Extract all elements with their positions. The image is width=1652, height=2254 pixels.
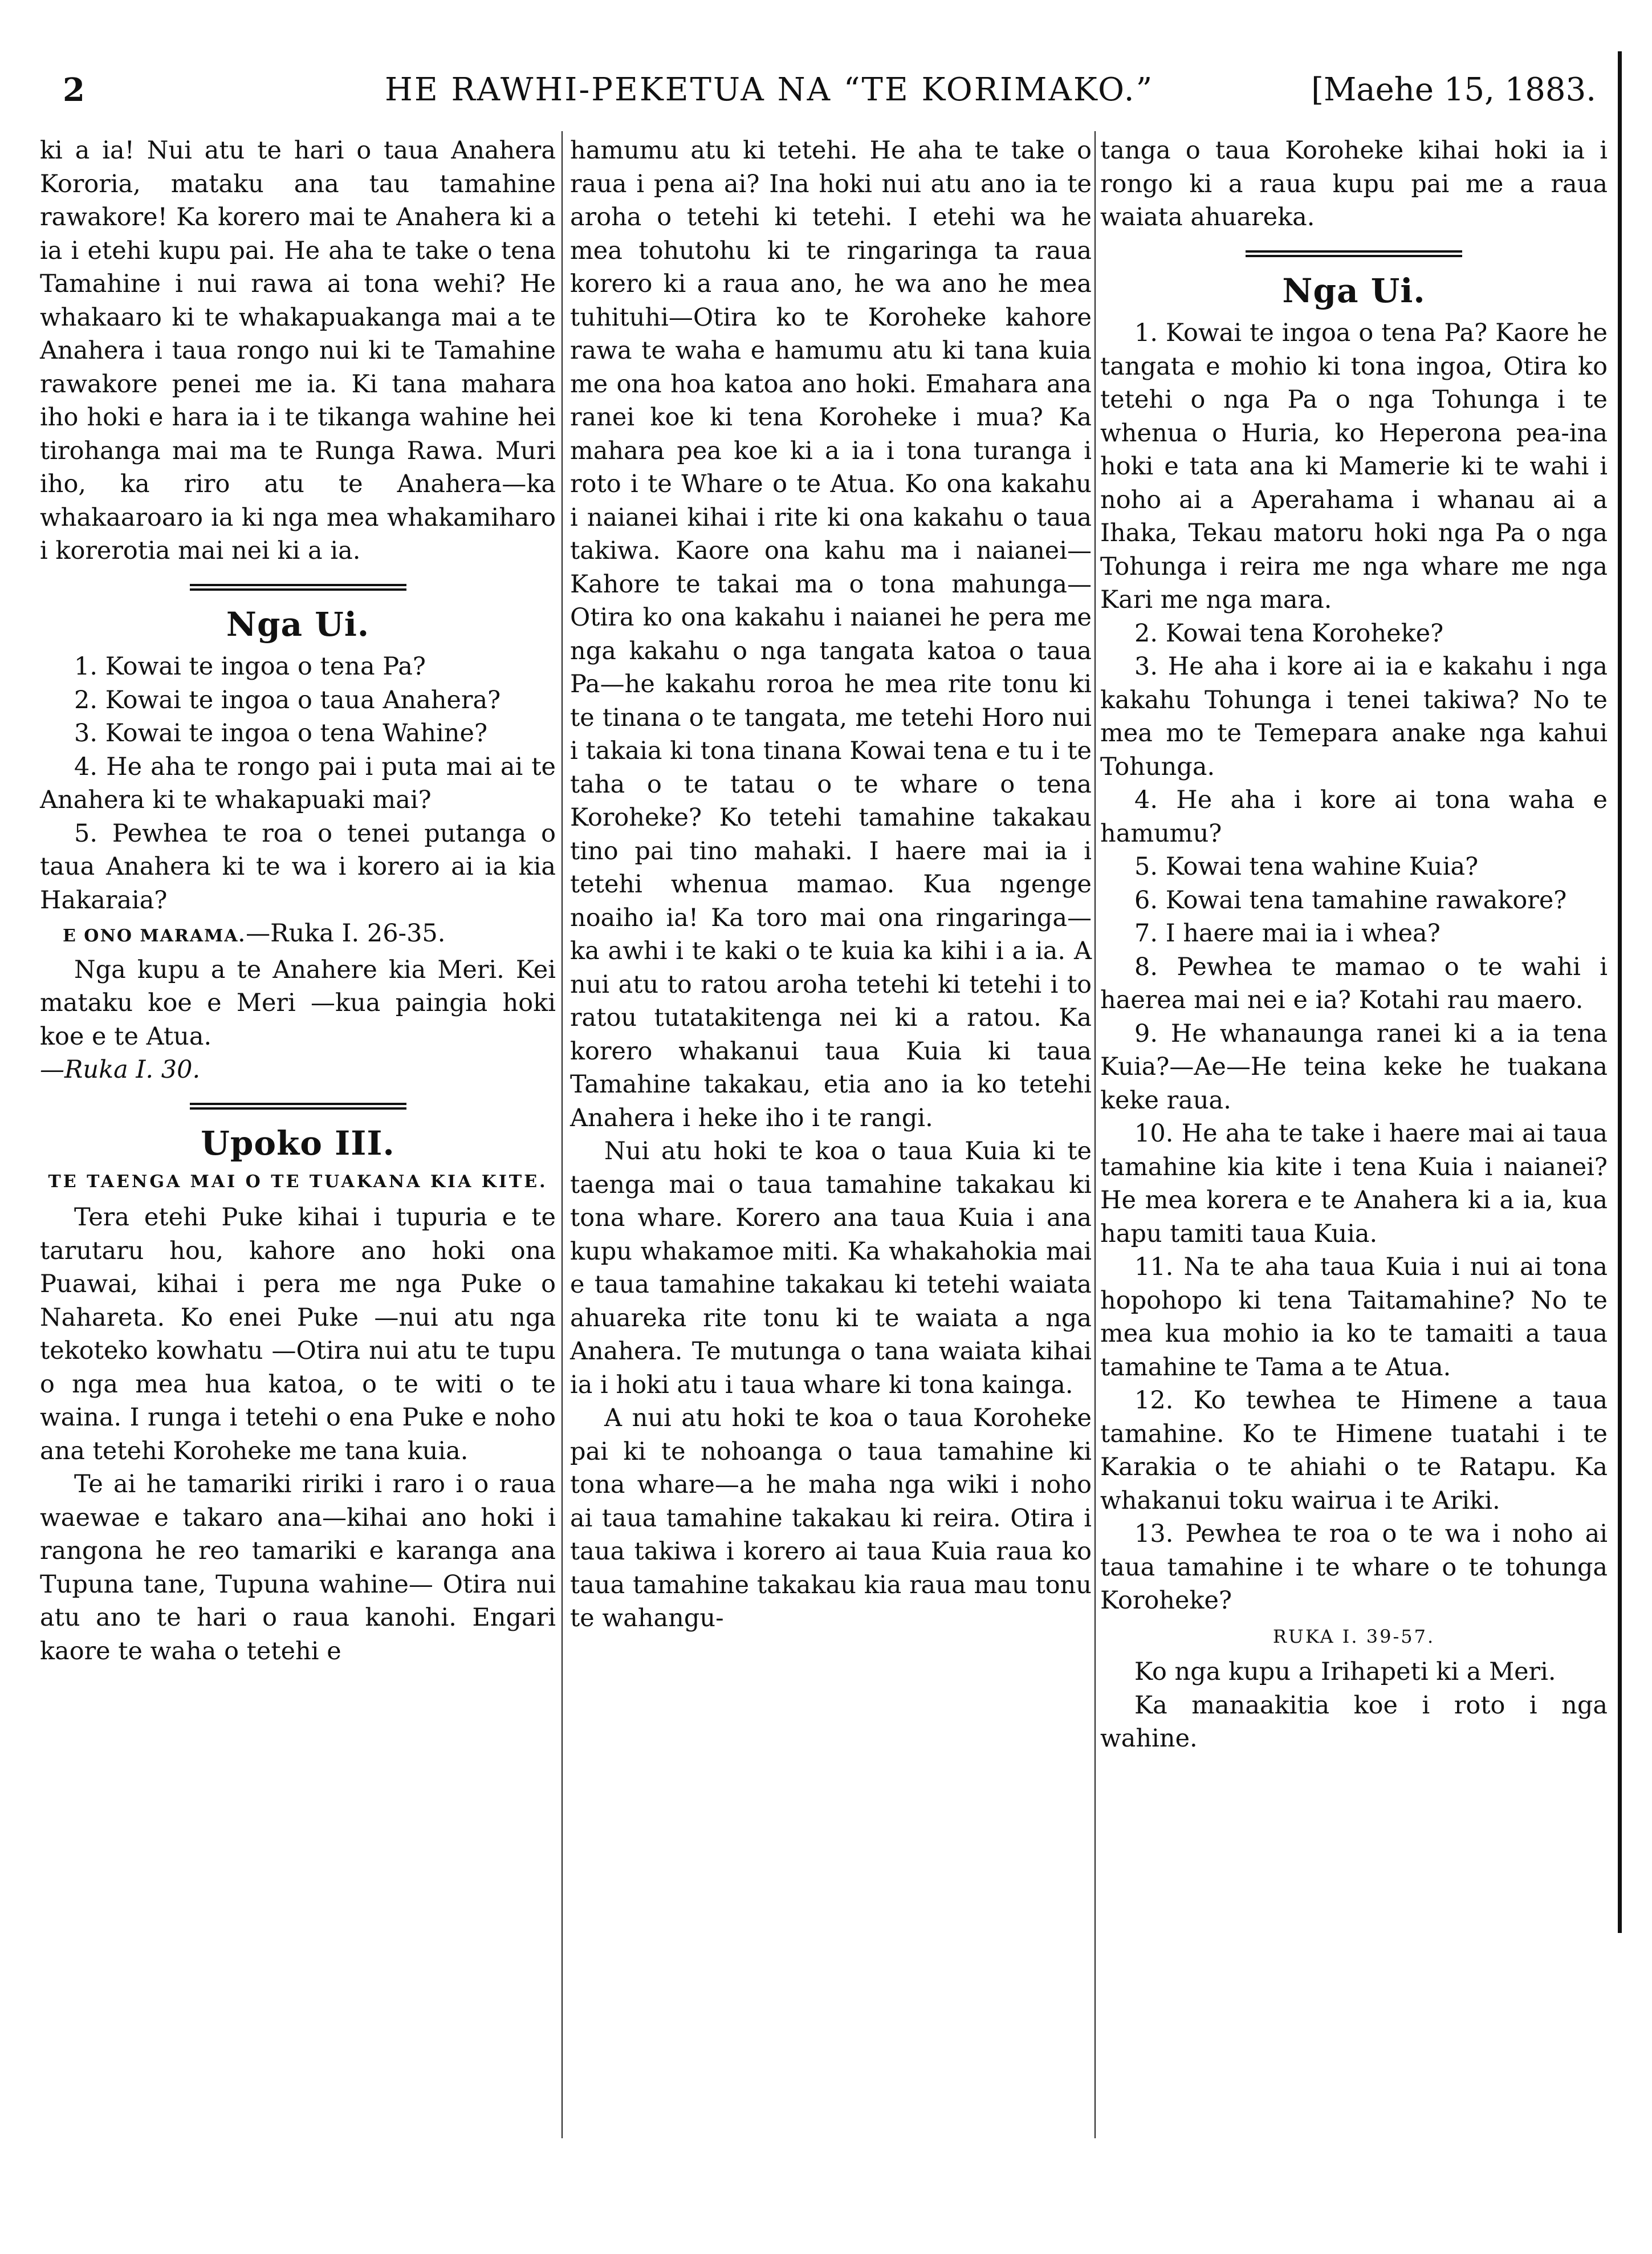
column-1 xyxy=(40,134,556,1668)
reference-text: —Ruka I. 26-35. xyxy=(246,919,446,948)
question: 3. He aha i kore ai ia e kakahu i nga kakahu Tohunga i tenei takiwa? No te mea mo te Temepara anake nga kahui Tohunga. xyxy=(1100,652,1608,781)
paragraph: Nui atu hoki te koa o taua Kuia ki te taenga mai o taua tamahine takakau ki tona whare. Korero ana taua Kuia i ana kupu whakamoe miti. Ka whakahokia mai e taua tamahine takakau ki tetehi waiata ahuareka rite tonu ki te waiata a nga Anahera. Te mutunga o tana waiata kihai ia i hoki atu i taua whare ki tona kainga. xyxy=(570,1137,1092,1399)
question: 8. Pewhea te mamao o te wahi i haerea mai nei e ia? Kotahi rau maero. xyxy=(1100,952,1608,1014)
paragraph: Tera etehi Puke kihai i tupuria e te tarutaru hou, kahore ano hoki ona Puawai, kihai i pera me nga Puke o Nahareta. Ko enei Puke —nui atu nga tekoteko kowhatu —Otira nui atu te tupu o nga mea hua katoa, o te witi o te waina. I runga i tetehi o ena Puke e noho ana tetehi Koroheke me tana kuia. xyxy=(40,1203,556,1465)
question: 1. Kowai te ingoa o tena Pa? Kaore he tangata e mohio ki tona ingoa, Otira ko tetehi o nga Pa o nga Tohunga i te whenua o Huria, ko Heperona pea-ina hoki e tata ana ki Mamerie ki te wahi i noho ai a Aperahama i whanau ai a Ihaka, Tekau matoru hoki nga Pa o nga Tohunga i reira me nga whare me nga Kari me nga mara. xyxy=(1100,319,1608,614)
column-divider-1 xyxy=(561,131,563,2138)
quote-reference xyxy=(40,1053,556,1087)
question: 4. He aha te rongo pai i puta mai ai te Anahera ki te whakapuaki mai? xyxy=(40,752,556,814)
section-separator xyxy=(190,1103,406,1110)
paragraph: ki a ia! Nui atu te hari o taua Anahera Kororia, mataku ana tau tamahine rawakore! Ka korero mai te Anahera ki a ia i etehi kupu pai. He aha te take o tena Tamahine i nui rawa ai tona wehi? He whakaaro ki te whakapuakanga mai a te Anahera i taua rongo nui ki te Tamahine rawakore penei me ia. Ki tana mahara iho hoki e hara ia i te tikanga wahine hei tirohanga mai ma te Runga Rawa. Muri iho, ka riro atu te Anahera—ka whakaaroaro ia ki nga mea whakamiharo i korerotia mai nei ki a ia. xyxy=(40,136,556,565)
question: 7. I haere mai ia i whea? xyxy=(1134,919,1441,948)
column-3 xyxy=(1100,134,1608,1756)
chapter-heading: Upoko III. xyxy=(201,1123,395,1163)
paragraph: Ka manaakitia koe i roto i nga wahine. xyxy=(1100,1691,1608,1753)
section-separator xyxy=(1246,250,1462,257)
running-title: HE RAWHI-PEKETUA NA “TE KORIMAKO.” xyxy=(385,71,1154,108)
quote: Nga kupu a te Anahere kia Meri. Kei mataku koe e Meri —kua paingia hoki koe e te Atua. xyxy=(40,955,556,1051)
reference-label: E ONO MARAMA. xyxy=(63,926,246,946)
question: 2. Kowai tena Koroheke? xyxy=(1134,619,1444,648)
question: 9. He whanaunga ranei ki a ia tena Kuia?—Ae—He teina keke he tuakana keke raua. xyxy=(1100,1019,1608,1115)
question: 12. Ko tewhea te Himene a taua tamahine. Ko te Himene tuatahi i te Karakia o te ahiahi o te Ratapu. Ka whakanui toku wairua i te Ariki. xyxy=(1100,1386,1608,1515)
page-number: 2 xyxy=(63,71,85,109)
quote-reference-text: —Ruka I. 30. xyxy=(40,1055,201,1084)
question: 11. Na te aha taua Kuia i nui ai tona hopohopo ki tena Taitamahine? No te mea kua mohio ia ko te tamaiti a taua tamahine te Tama a te Atua. xyxy=(1100,1253,1608,1382)
question: 5. Kowai tena wahine Kuia? xyxy=(1134,852,1479,881)
column-divider-2 xyxy=(1094,131,1096,2138)
paragraph: tanga o taua Koroheke kihai hoki ia i rongo ki a raua kupu pai me a raua waiata ahuareka. xyxy=(1100,136,1608,232)
section-heading: Nga Ui. xyxy=(226,604,370,644)
page-edge-rule xyxy=(1618,51,1622,1933)
question: 5. Pewhea te roa o tenei putanga o taua Anahera ki te wa i korero ai ia kia Hakaraia? xyxy=(40,819,556,915)
paragraph: Ko nga kupu a Irihapeti ki a Meri. xyxy=(1134,1658,1556,1686)
scripture-reference xyxy=(40,917,556,953)
page-header xyxy=(63,71,1596,111)
issue-date: [Maehe 15, 1883. xyxy=(1311,71,1596,108)
scripture-reference: RUKA I. 39-57. xyxy=(1272,1625,1435,1647)
section-separator xyxy=(190,584,406,591)
paragraph: Te ai he tamariki ririki i raro i o raua waewae e takaro ana—kihai ano hoki i rangona he reo tamariki e karanga ana Tupuna tane, Tupuna wahine— Otira nui atu ano te hari o raua kanohi. Engari kaore te waha o tetehi e xyxy=(40,1470,556,1666)
question: 1. Kowai te ingoa o tena Pa? xyxy=(74,652,426,681)
paragraph: hamumu atu ki tetehi. He aha te take o raua i pena ai? Ina hoki nui atu ano ia te aroha o tetehi ki tetehi. I etehi wa he mea tohutohu ki te ringaringa ta raua korero ki a raua ano, he wa ano he mea tuhituhi—Otira ko te Koroheke kahore rawa te waha e hamumu atu ki tana kuia me ona hoa katoa ano hoki. Emahara ana ranei koe ki tena Koroheke i mua? Ka mahara pea koe ki a ia i tona turanga i roto i te Whare o te Atua. Ko ona kakahu i naianei kihai i rite ki ona kakahu o taua takiwa. Kaore ona kahu ma i naianei—Kahore te takai ma o tona mahunga—Otira ko ona kakahu i naianei he pera me nga kakahu o nga tangata katoa o taua Pa—he kakahu roroa he mea rite tonu ki te tinana o te tangata, me tetehi Horo nui i takaia ki tona tinana Kowai tena e tu i te taha o te tatau o te whare o tena Koroheke? Ko tetehi tamahine takakau tino pai tino mahaki. I haere mai ia i tetehi whenua mamao. Kua ngenge noaiho ia! Ka toro mai ona ringaringa—ka awhi i te kaki o te kuia ka kihi i a ia. A nui atu to ratou aroha tetehi ki tetehi i to ratou tutatakitenga nei ki a ratou. Ka korero whakanui taua Kuia ki taua Tamahine takakau, etia ano ia ko tetehi Anahera i heke iho i te rangi. xyxy=(570,136,1092,1132)
question: 2. Kowai te ingoa o taua Anahera? xyxy=(74,685,501,714)
question: 4. He aha i kore ai tona waha e hamumu? xyxy=(1100,786,1608,848)
column-2 xyxy=(570,134,1092,1635)
section-heading: Nga Ui. xyxy=(1282,271,1426,310)
question: 13. Pewhea te roa o te wa i noho ai taua tamahine i te whare o te tohunga Koroheke? xyxy=(1100,1520,1608,1615)
chapter-subheading: TE TAENGA MAI O TE TUAKANA KIA KITE. xyxy=(48,1172,548,1192)
question: 3. Kowai te ingoa o tena Wahine? xyxy=(74,719,487,748)
question: 10. He aha te take i haere mai ai taua tamahine kia kite i tena Kuia i naianei? He mea korera e te Anahera ki a ia, kua hapu tamiti taua Kuia. xyxy=(1100,1119,1608,1248)
question: 6. Kowai tena tamahine rawakore? xyxy=(1134,886,1567,915)
paragraph: A nui atu hoki te koa o taua Koroheke pai ki te nohoanga o taua tamahine ki tona whare—a he maha nga wiki i noho ai taua tamahine takakau ki reira. Otira i taua takiwa i korero ai taua Kuia raua ko taua tamahine takakau kia raua mau tonu te wahangu- xyxy=(570,1404,1092,1632)
